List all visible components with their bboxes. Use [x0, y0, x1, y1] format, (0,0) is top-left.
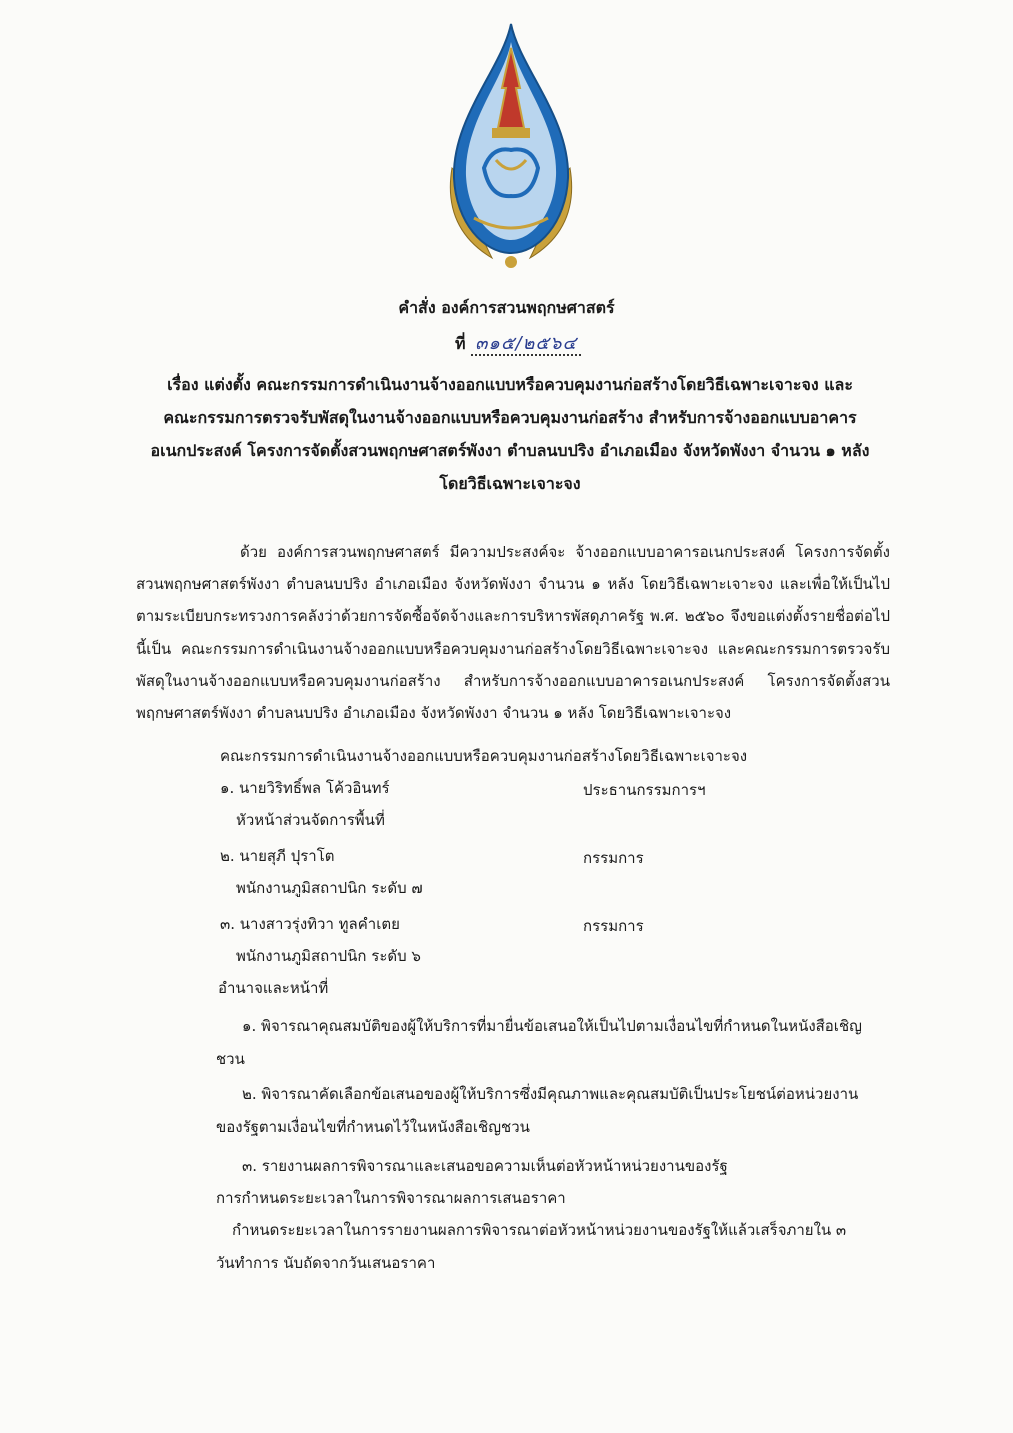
body-paragraph [136, 536, 890, 729]
duties-heading: อำนาจและหน้าที่ [218, 979, 329, 997]
timeframe-text: กำหนดระยะเวลาในการรายงานผลการพิจารณาต่อหัวหน้าหน่วยงานของรัฐให้แล้วเสร็จภายใน ๓ วันทำการ นับถัดจากวันเสนอราคา [216, 1221, 847, 1272]
duty-item-3: ๓. รายงานผลการพิจารณาและเสนอขอความเห็นต่อหัวหน้าหน่วยงานของรัฐ [242, 1157, 728, 1175]
member-2-position: พนักงานภูมิสถาปนิก ระดับ ๗ [236, 879, 423, 897]
order-number-prefix: ที่ [455, 334, 466, 353]
member-3-role: กรรมการ [583, 917, 644, 935]
member-1-name: ๑. นายวิริทธิ์พล โค้วอินทร์ [220, 779, 390, 797]
duty-item-2: ๒. พิจารณาคัดเลือกข้อเสนอของผู้ให้บริการซึ่งมีคุณภาพและคุณสมบัติเป็นประโยชน์ต่อหน่วยงานของรัฐตามเงื่อนไขที่กำหนดไว้ในหนังสือเชิญชวน [216, 1085, 859, 1136]
order-number-handwritten: ๓๑๕/๒๕๖๔ [471, 333, 581, 356]
order-number [455, 328, 581, 357]
order-subject: เรื่อง แต่งตั้ง คณะกรรมการดำเนินงานจ้างออกแบบหรือควบคุมงานก่อสร้างโดยวิธีเฉพาะเจาะจง และ คณะกรรมการตรวจรับพัสดุในงานจ้างออกแบบหรือควบคุมงานก่อสร้าง สำหรับการจ้างออกแบบอาคาร อเนกประสงค์ โครงการจัดตั้งสวนพฤกษศาสตร์พังงา ตำบลนบปริง อำเภอเมือง จังหวัดพังงา จำนวน ๑ หลัง โดยวิธีเฉพาะเจาะจง [150, 375, 870, 493]
member-3-position: พนักงานภูมิสถาปนิก ระดับ ๖ [236, 947, 421, 965]
order-title: คำสั่ง องค์การสวนพฤกษศาสตร์ [398, 298, 615, 317]
duty-item-1: ๑. พิจารณาคุณสมบัติของผู้ให้บริการที่มายื่นข้อเสนอให้เป็นไปตามเงื่อนไขที่กำหนดในหนังสือเชิญชวน [216, 1017, 862, 1068]
member-1-role: ประธานกรรมการฯ [583, 781, 706, 799]
org-logo [432, 18, 590, 276]
committee-heading: คณะกรรมการดำเนินงานจ้างออกแบบหรือควบคุมงานก่อสร้างโดยวิธีเฉพาะเจาะจง [220, 747, 748, 765]
member-2-role: กรรมการ [583, 849, 644, 867]
member-2-name: ๒. นายสุภี ปุราโต [220, 847, 335, 865]
member-1-position: หัวหน้าส่วนจัดการพื้นที่ [236, 811, 385, 829]
timeframe-heading: การกำหนดระยะเวลาในการพิจารณาผลการเสนอราคา [216, 1189, 566, 1207]
body-text: ด้วย องค์การสวนพฤกษศาสตร์ มีความประสงค์จะ จ้างออกแบบอาคารอเนกประสงค์ โครงการจัดตั้งสวนพฤกษศาสตร์พังงา ตำบลนบปริง อำเภอเมือง จังหวัดพังงา จำนวน ๑ หลัง โดยวิธีเฉพาะเจาะจง และเพื่อให้เป็นไปตามระเบียบกระทรวงการคลังว่าด้วยการจัดซื้อจัดจ้างและการบริหารพัสดุภาครัฐ พ.ศ. ๒๕๖๐ จึงขอแต่งตั้งรายชื่อต่อไปนี้เป็น คณะกรรมการดำเนินงานจ้างออกแบบหรือควบคุมงานก่อสร้างโดยวิธีเฉพาะเจาะจง และคณะกรรมการตรวจรับพัสดุในงานจ้างออกแบบหรือควบคุมงานก่อสร้าง สำหรับการจ้างออกแบบอาคารอเนกประสงค์ โครงการจัดตั้งสวนพฤกษศาสตร์พังงา ตำบลนบปริง อำเภอเมือง จังหวัดพังงา จำนวน ๑ หลัง โดยวิธีเฉพาะเจาะจง [136, 543, 890, 723]
org-logo-graphic [432, 18, 590, 276]
member-3-name: ๓. นางสาวรุ่งทิวา ทูลคำเตย [220, 915, 400, 933]
